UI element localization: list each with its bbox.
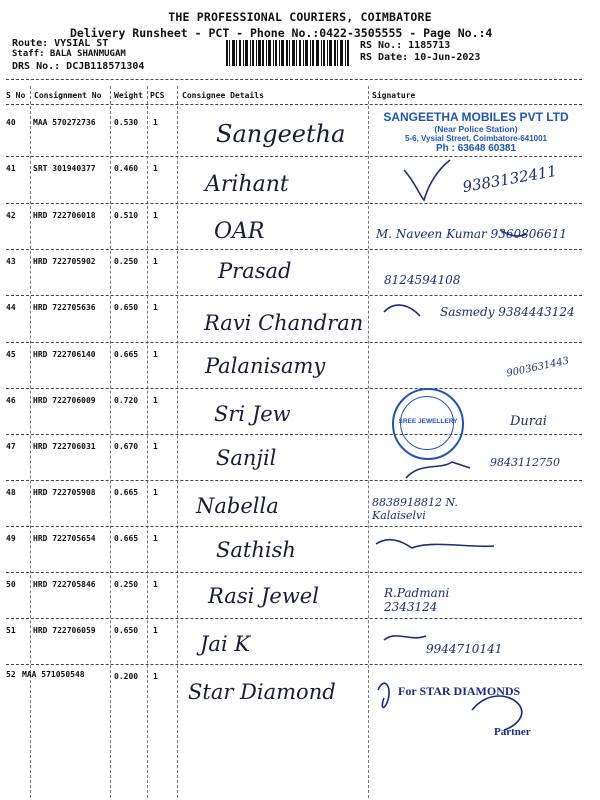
row-signature: Sasmedy 9384443124: [440, 305, 575, 319]
row-signature: 9843112750: [490, 456, 560, 469]
row-consignment: HRD 722706018: [33, 211, 96, 220]
stamp-name: SANGEETHA MOBILES PVT LTD: [383, 110, 569, 124]
row-weight: 0.460: [114, 164, 139, 173]
row-consignee: Sri Jew: [214, 402, 291, 426]
row-weight: 0.670: [114, 442, 139, 451]
row-pcs: 1: [153, 626, 158, 635]
row-weight: 0.200: [114, 672, 139, 681]
row-consignee: Star Diamond: [188, 680, 336, 704]
col-sno: S No: [6, 91, 26, 100]
partner-label: Partner: [494, 726, 531, 738]
row-weight: 0.530: [114, 118, 139, 127]
row-pcs: 1: [153, 488, 158, 497]
col-weight: Weight: [114, 91, 143, 100]
row-weight: 0.665: [114, 534, 139, 543]
col-signature: Signature: [372, 91, 416, 100]
row-weight: 0.650: [114, 626, 139, 635]
row-sno: 44: [6, 303, 16, 312]
row-weight: 0.665: [114, 488, 139, 497]
row-pcs: 1: [153, 396, 158, 405]
row-consignee: Prasad: [218, 259, 292, 283]
row-consignee: Sanjil: [216, 446, 277, 470]
rs-date: RS Date: 10-Jun-2023: [360, 52, 481, 63]
row-pcs: 1: [153, 211, 158, 220]
row-consignment: HRD 722705902: [33, 257, 96, 266]
row-pcs: 1: [153, 303, 158, 312]
row-consignment: HRD 722706031: [33, 442, 96, 451]
row-consignee: Rasi Jewel: [208, 584, 319, 608]
row-sno: 48: [6, 488, 16, 497]
row-pcs: 1: [153, 672, 158, 681]
row-weight: 0.650: [114, 303, 139, 312]
row-consignee: Sangeetha: [216, 120, 346, 148]
route-label: Route: VYSIAL ST: [12, 38, 109, 49]
row-signature: 9944710141: [426, 642, 503, 656]
stamp-near: (Near Police Station): [434, 124, 518, 134]
row-signature: 8124594108: [384, 273, 461, 287]
row-sno: 45: [6, 350, 16, 359]
row-consignment: HRD 722705654: [33, 534, 96, 543]
row-consignee: Arihant: [205, 172, 289, 197]
row-weight: 0.250: [114, 257, 139, 266]
row-consignment: HRD 722706009: [33, 396, 96, 405]
row-pcs: 1: [153, 534, 158, 543]
row-consignment: MAA 570272736: [33, 118, 96, 127]
row-consignment: HRD 722706140: [33, 350, 96, 359]
row-consignee: Ravi Chandran: [204, 311, 364, 335]
row-signature: 9383132411: [461, 161, 559, 197]
seal-text: SREE JEWELLERY: [398, 418, 458, 425]
row-sno: 49: [6, 534, 16, 543]
row-pcs: 1: [153, 442, 158, 451]
row-sno: 51: [6, 626, 16, 635]
rs-number: RS No.: 1185713: [360, 40, 451, 51]
row-signature: R.Padmani 2343124: [384, 586, 450, 614]
stamp-address: 5-6, Vysial Street, Coimbatore-641001: [405, 134, 547, 143]
row-weight: 0.250: [114, 580, 139, 589]
row-consignee: Sathish: [216, 538, 296, 562]
row-pcs: 1: [153, 257, 158, 266]
row-signature: 8838918812 N. Kalaiselvi: [372, 496, 458, 522]
row-pcs: 1: [153, 580, 158, 589]
row-consignment: MAA 571050548: [22, 670, 85, 679]
drs-number: DRS No.: DCJB118571304: [12, 61, 145, 72]
row-consignee: Nabella: [196, 494, 279, 518]
row-pcs: 1: [153, 118, 158, 127]
row-sno: 40: [6, 118, 16, 127]
row-sno: 52: [6, 670, 16, 679]
row-pcs: 1: [153, 350, 158, 359]
stamp-phone: Ph : 63648 60381: [435, 143, 517, 154]
row-consignee: Palanisamy: [205, 354, 326, 378]
row-sno: 42: [6, 211, 16, 220]
col-consignment: Consignment No: [34, 91, 102, 100]
col-consignee: Consignee Details: [182, 91, 264, 100]
row-consignment: HRD 722705636: [33, 303, 96, 312]
row-signature: Durai: [510, 414, 547, 429]
star-diamonds-line: For STAR DIAMONDS: [398, 684, 521, 698]
row-consignment: HRD 722706059: [33, 626, 96, 635]
row-weight: 0.665: [114, 350, 139, 359]
row-sno: 50: [6, 580, 16, 589]
row-sno: 43: [6, 257, 16, 266]
row-signature: 9003631443: [505, 355, 571, 380]
row-signature: M. Naveen Kumar 9360806611: [376, 227, 567, 241]
row-consignee: Jai K: [200, 632, 251, 656]
row-weight: 0.510: [114, 211, 139, 220]
row-consignment: HRD 722705846: [33, 580, 96, 589]
col-pcs: PCS: [150, 91, 165, 100]
company-title: THE PROFESSIONAL COURIERS, COIMBATORE: [168, 10, 432, 24]
row-weight: 0.720: [114, 396, 139, 405]
row-pcs: 1: [153, 164, 158, 173]
row-consignee: OAR: [214, 219, 265, 244]
row-sno: 46: [6, 396, 16, 405]
row-sno: 47: [6, 442, 16, 451]
row-sno: 41: [6, 164, 16, 173]
row-consignment: SRT 301940377: [33, 164, 96, 173]
row-consignment: HRD 722705908: [33, 488, 96, 497]
runsheet-title: Delivery Runsheet - PCT - Phone No.:0422-3505555 - Page No.:4: [70, 26, 493, 40]
staff-label: Staff: BALA SHANMUGAM: [12, 49, 126, 59]
